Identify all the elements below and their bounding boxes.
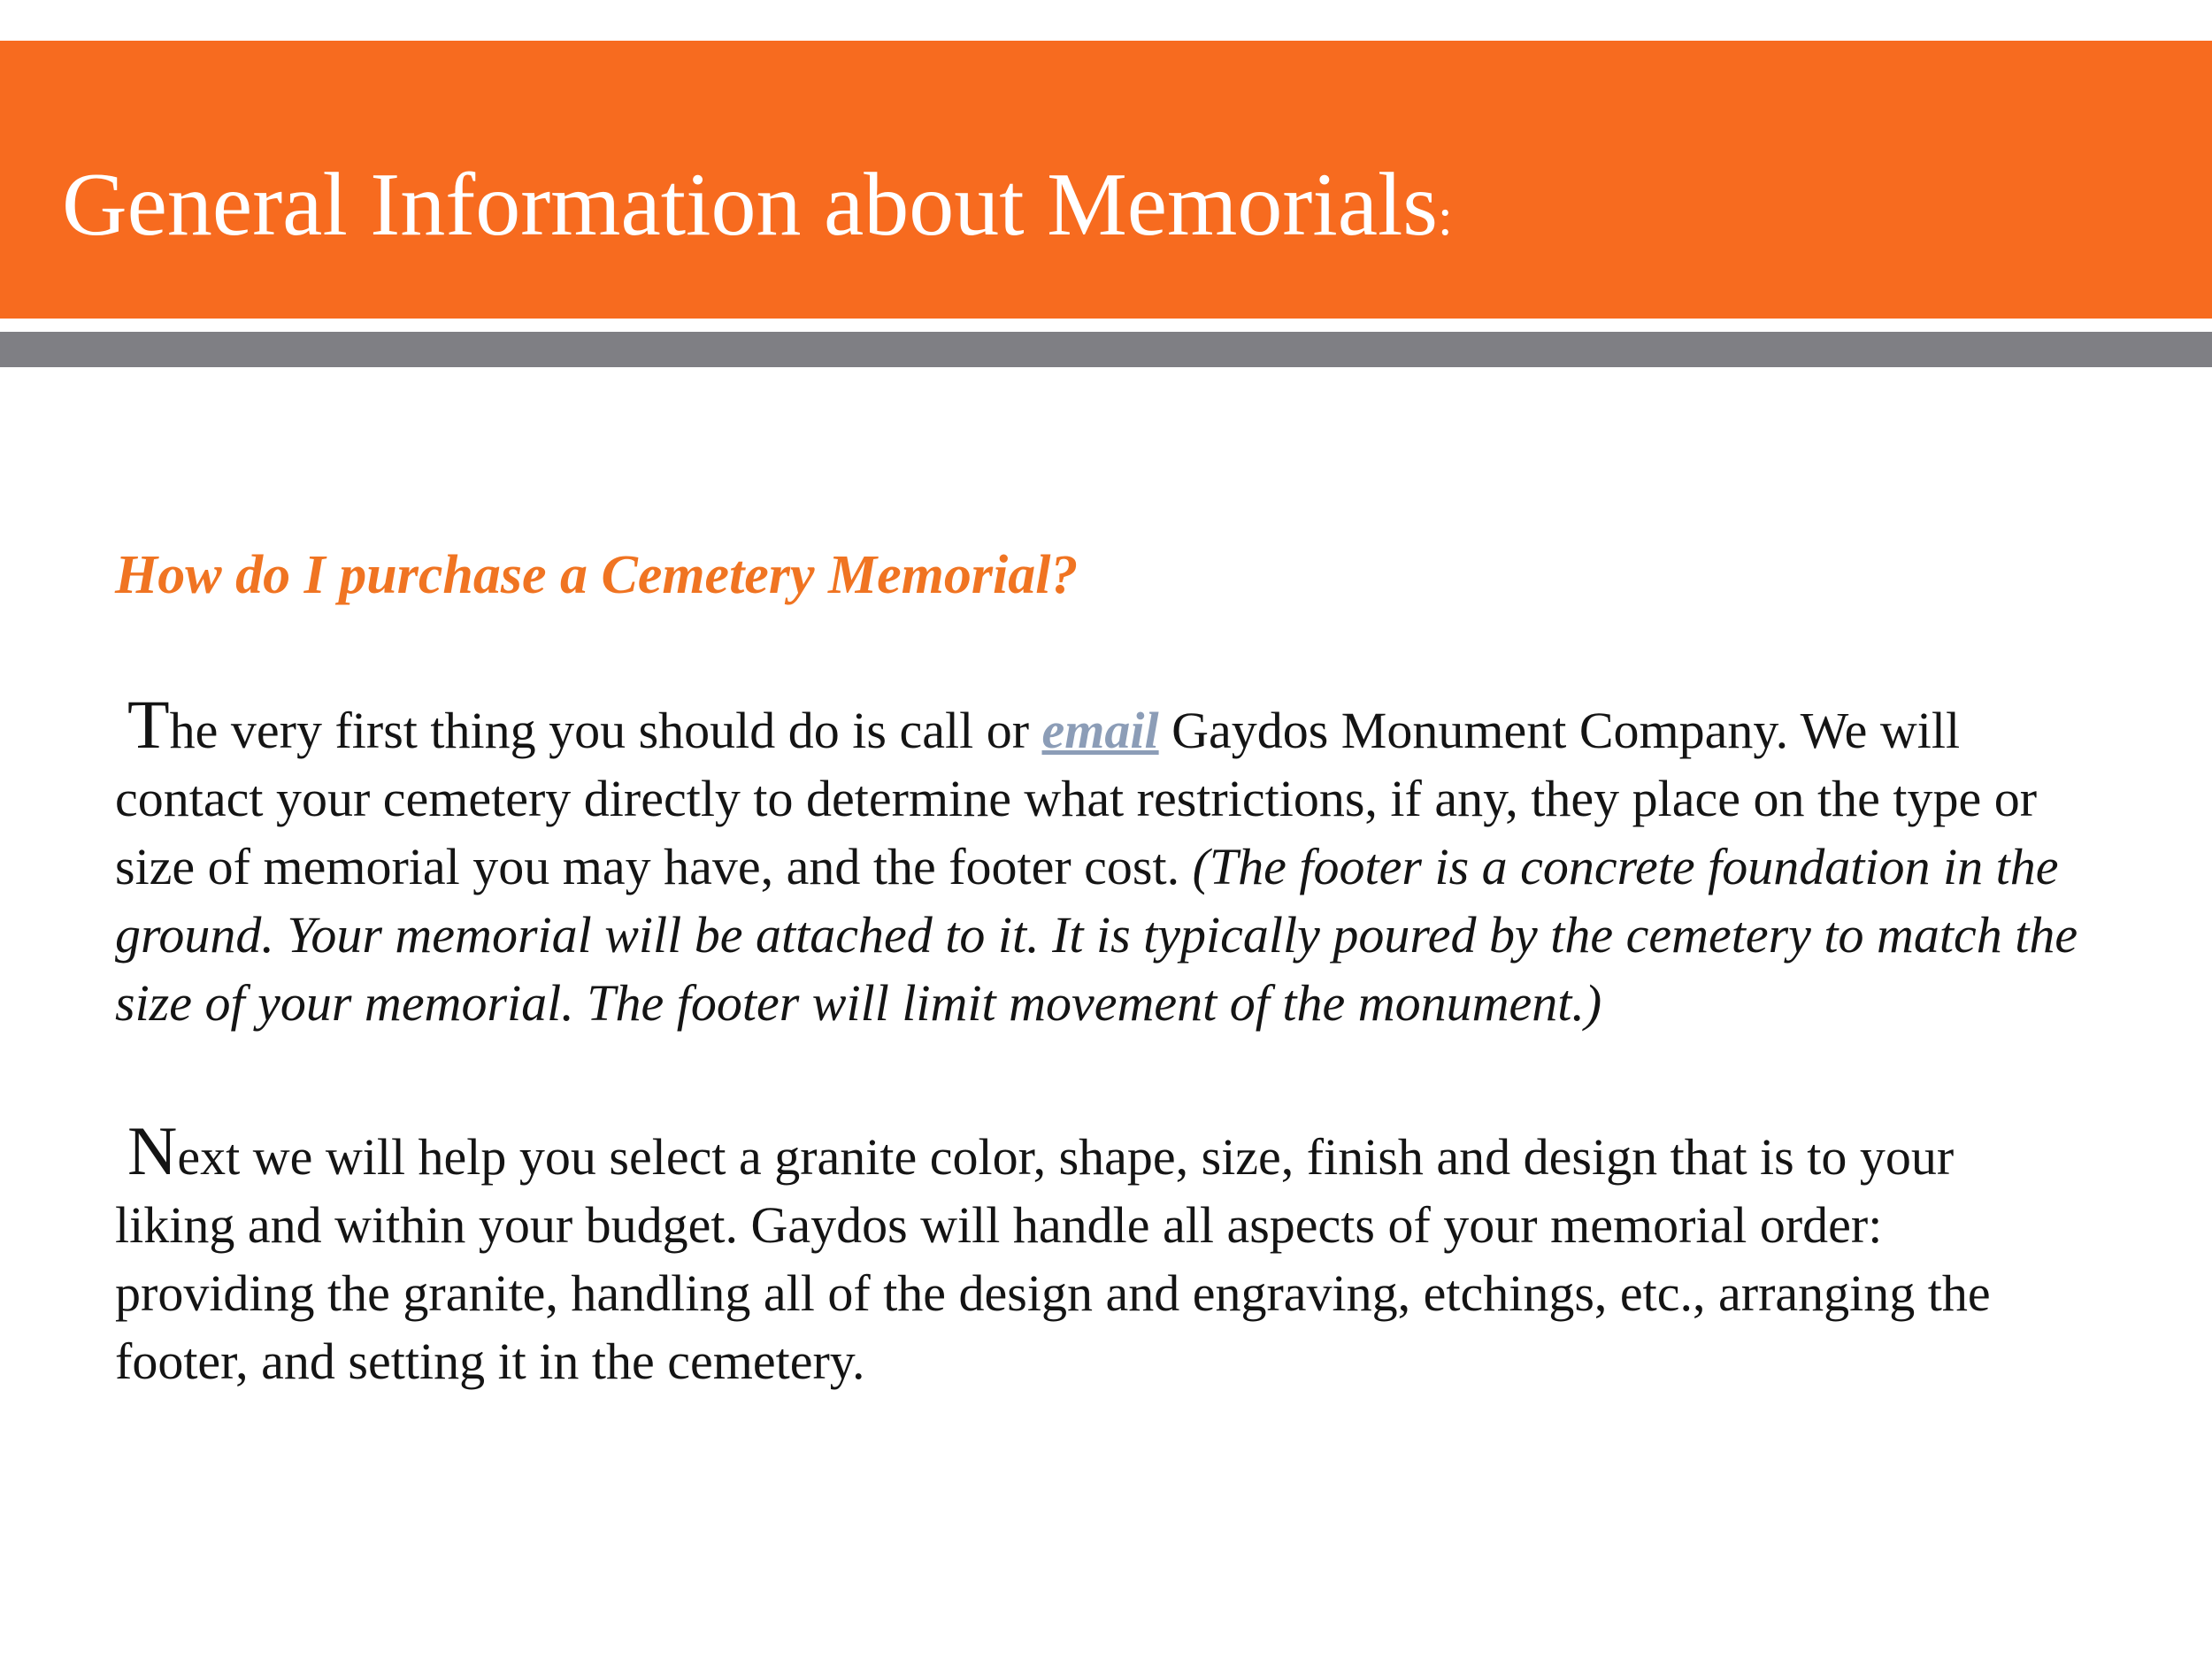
paragraph-1-dropcap: T: [127, 686, 170, 763]
paragraph-2-text: ext we will help you select a granite color, shape, size, finish and design that is to your liking and within your budget. Gaydos will handle all aspects of your memorial order: providing the granite, handling all of the design and engraving, etchings, etc., arranging the footer, and setting it in the cemetery.: [115, 1128, 1991, 1390]
content-section: [115, 531, 2079, 1395]
section-question: How do I purchase a Cemetery Memorial?: [115, 545, 1079, 605]
divider-bar: [0, 332, 2212, 367]
email-link[interactable]: email: [1041, 702, 1159, 759]
paragraph-2-dropcap: N: [127, 1112, 178, 1189]
paragraph-purchase-steps: [115, 686, 2079, 1037]
page-title-colon: :: [1438, 188, 1453, 246]
paragraph-1-text-before-link: he very first thing you should do is call or: [169, 702, 1042, 759]
paragraph-1-text-after-link: Gaydos Monument Company. We will contact your cemetery directly to determine what restrictions, if any, they place on the type or size of memorial you may have, and the footer cost.: [115, 702, 2038, 895]
page-title-text: General Information about Memorials: [62, 155, 1439, 255]
footer-explanation-note: (The footer is a concrete foundation in the ground. Your memorial will be attached to it. It is typically poured by the cemetery to match the size of your memorial. The footer will limit movement of the monument.): [115, 838, 2078, 1032]
paragraph-selection: [115, 1112, 2079, 1395]
page-title: [62, 152, 1453, 270]
